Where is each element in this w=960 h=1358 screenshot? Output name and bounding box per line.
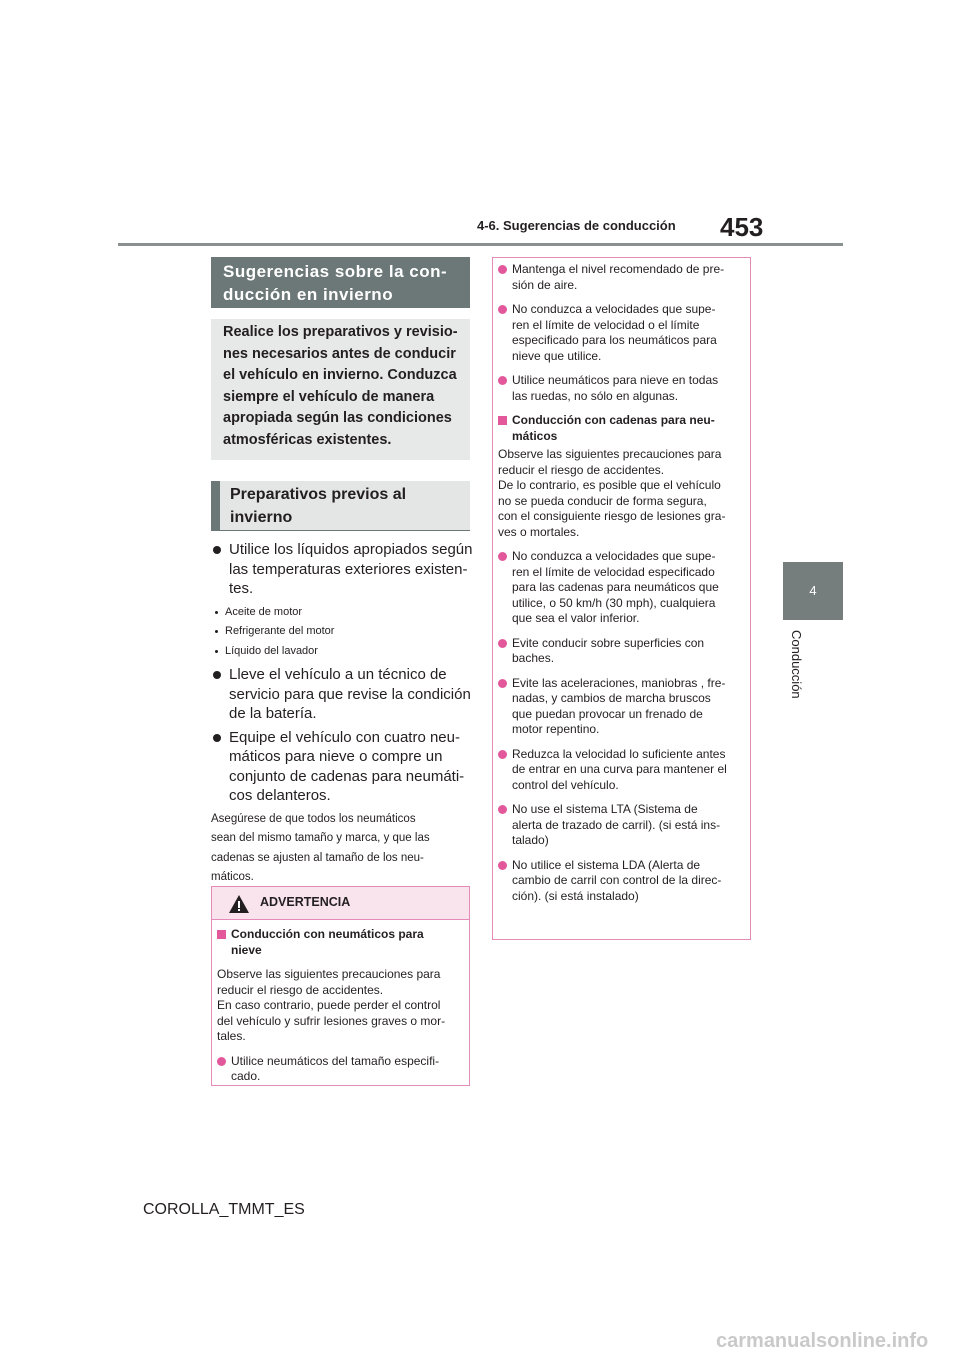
bullet-icon — [213, 671, 221, 679]
pink-bullet-icon — [498, 679, 507, 688]
bullet-line: Utilice los líquidos apropiados según — [229, 541, 473, 558]
pink-bullet-icon — [498, 552, 507, 561]
small-bullet-icon — [215, 630, 218, 633]
warning-icon — [228, 894, 250, 914]
small-bullet-icon — [215, 611, 218, 614]
warning-header — [212, 887, 469, 920]
bullet-line: de la batería. — [229, 705, 317, 722]
bullet-icon — [213, 734, 221, 742]
bullet-item-battery — [211, 665, 473, 724]
header-rule — [118, 243, 843, 246]
bullet-line: las temperaturas exteriores existen- — [229, 560, 468, 578]
section-header: 4-6. Sugerencias de conducción — [477, 218, 676, 233]
intro-box — [211, 319, 470, 460]
bullet-line: servicio para que revise la condición — [229, 685, 471, 703]
warning-item: Evite las aceleraciones, maniobras , fre- nadas, y cambios de marcha bruscos que puedan provocar un frenado de motor repentino. — [498, 676, 742, 738]
intro-line: Realice los preparativos y revisio- — [223, 324, 458, 340]
pink-bullet-icon — [217, 1057, 226, 1066]
warning-item: Utilice neumáticos del tamaño especifi- cado. — [217, 1054, 461, 1085]
intro-line: nes necesarios antes de conducir — [223, 345, 456, 362]
intro-line: atmosféricas existentes. — [223, 431, 392, 448]
pink-bullet-icon — [498, 805, 507, 814]
warning-item: No utilice el sistema LDA (Alerta de cambio de carril con control de la direc- ción). (si está instalado) — [498, 858, 742, 905]
intro-line: siempre el vehículo de manera — [223, 388, 435, 405]
warning-heading: Conducción con neumáticos para nieve — [217, 927, 461, 958]
warning-item: Evite conducir sobre superficies con baches. — [498, 636, 742, 667]
warning-item: No conduzca a velocidades que supe- ren el límite de velocidad especificado para las cadenas para neumáticos que utilice, o 50 km/h (30 mph), cualquiera que sea el valor inferior. — [498, 549, 742, 627]
pink-bullet-icon — [498, 861, 507, 870]
bullet-line: Equipe el vehículo con cuatro neu- — [229, 728, 460, 746]
warning-item: Utilice neumáticos para nieve en todas las ruedas, no sólo en algunas. — [498, 373, 742, 404]
warning-title: ADVERTENCIA — [260, 895, 351, 909]
bullet-line: cos delanteros. — [229, 787, 331, 804]
square-bullet-icon — [217, 930, 226, 939]
subsection-title-line: invierno — [230, 509, 293, 526]
left-content — [211, 540, 473, 888]
bullet-item-tires — [211, 728, 473, 806]
pink-bullet-icon — [498, 750, 507, 759]
watermark: carmanualsonline.info — [716, 1330, 929, 1352]
warning-paragraph: Observe las siguientes precauciones para reducir el riesgo de accidentes. De lo contrario, es posible que el vehículo no se pueda conducir de forma segura, con el consiguiente riesgo de lesiones gra- ves o mortales. — [498, 447, 726, 539]
small-bullet-icon — [215, 650, 218, 653]
list-item: Refrigerante del motor — [211, 622, 473, 642]
note-paragraph: Asegúrese de que todos los neumáticos sean del mismo tamaño y marca, y que las cadenas se ajusten al tamaño de los neu- máticos. — [211, 812, 430, 883]
pink-bullet-icon — [498, 265, 507, 274]
square-bullet-icon — [498, 416, 507, 425]
chapter-number: 4 — [809, 583, 817, 598]
subsection-title-line: Preparativos previos al — [230, 486, 407, 503]
subsection-title-box — [211, 481, 470, 531]
section-title-line: Sugerencias sobre la con- — [223, 262, 448, 281]
bullet-line: Lleve el vehículo a un técnico de — [229, 666, 447, 683]
bullet-line: máticos para nieve o compre un — [229, 748, 443, 765]
warning-item: Mantenga el nivel recomendado de pre- sión de aire. — [498, 262, 742, 293]
warning-box — [211, 886, 470, 1086]
intro-line: el vehículo en invierno. Conduzca — [223, 367, 457, 383]
list-item: Líquido del lavador — [211, 642, 473, 662]
warning-item: Reduzca la velocidad lo suficiente antes de entrar en una curva para mantener el control del vehículo. — [498, 747, 742, 794]
section-title-line: ducción en invierno — [223, 285, 394, 304]
warning-box-continued — [492, 257, 751, 940]
pink-bullet-icon — [498, 305, 507, 314]
section-title-box — [211, 257, 470, 308]
list-item: Aceite de motor — [211, 603, 473, 623]
warning-item: No conduzca a velocidades que supe- ren el límite de velocidad o el límite especificado para los neumáticos para nieve que utilice. — [498, 302, 742, 364]
bullet-line: conjunto de cadenas para neumáti- — [229, 767, 465, 785]
bullet-icon — [213, 546, 221, 554]
warning-item: No use el sistema LTA (Sistema de alerta de trazado de carril). (si está ins- talado) — [498, 802, 742, 849]
bullet-line: tes. — [229, 580, 254, 597]
warning-heading: Conducción con cadenas para neu- máticos — [498, 413, 742, 444]
intro-line: apropiada según las condiciones — [223, 410, 452, 426]
document-code: COROLLA_TMMT_ES — [143, 1201, 305, 1218]
pink-bullet-icon — [498, 376, 507, 385]
chapter-side-label: Conducción — [789, 630, 804, 699]
page-number: 453 — [720, 212, 764, 242]
bullet-item-fluids — [211, 540, 473, 599]
pink-bullet-icon — [498, 639, 507, 648]
chapter-tab — [783, 562, 843, 620]
warning-paragraph: Observe las siguientes precauciones para reducir el riesgo de accidentes. En caso contrario, puede perder el control del vehículo y sufrir lesiones graves o mor- tales. — [217, 967, 446, 1043]
